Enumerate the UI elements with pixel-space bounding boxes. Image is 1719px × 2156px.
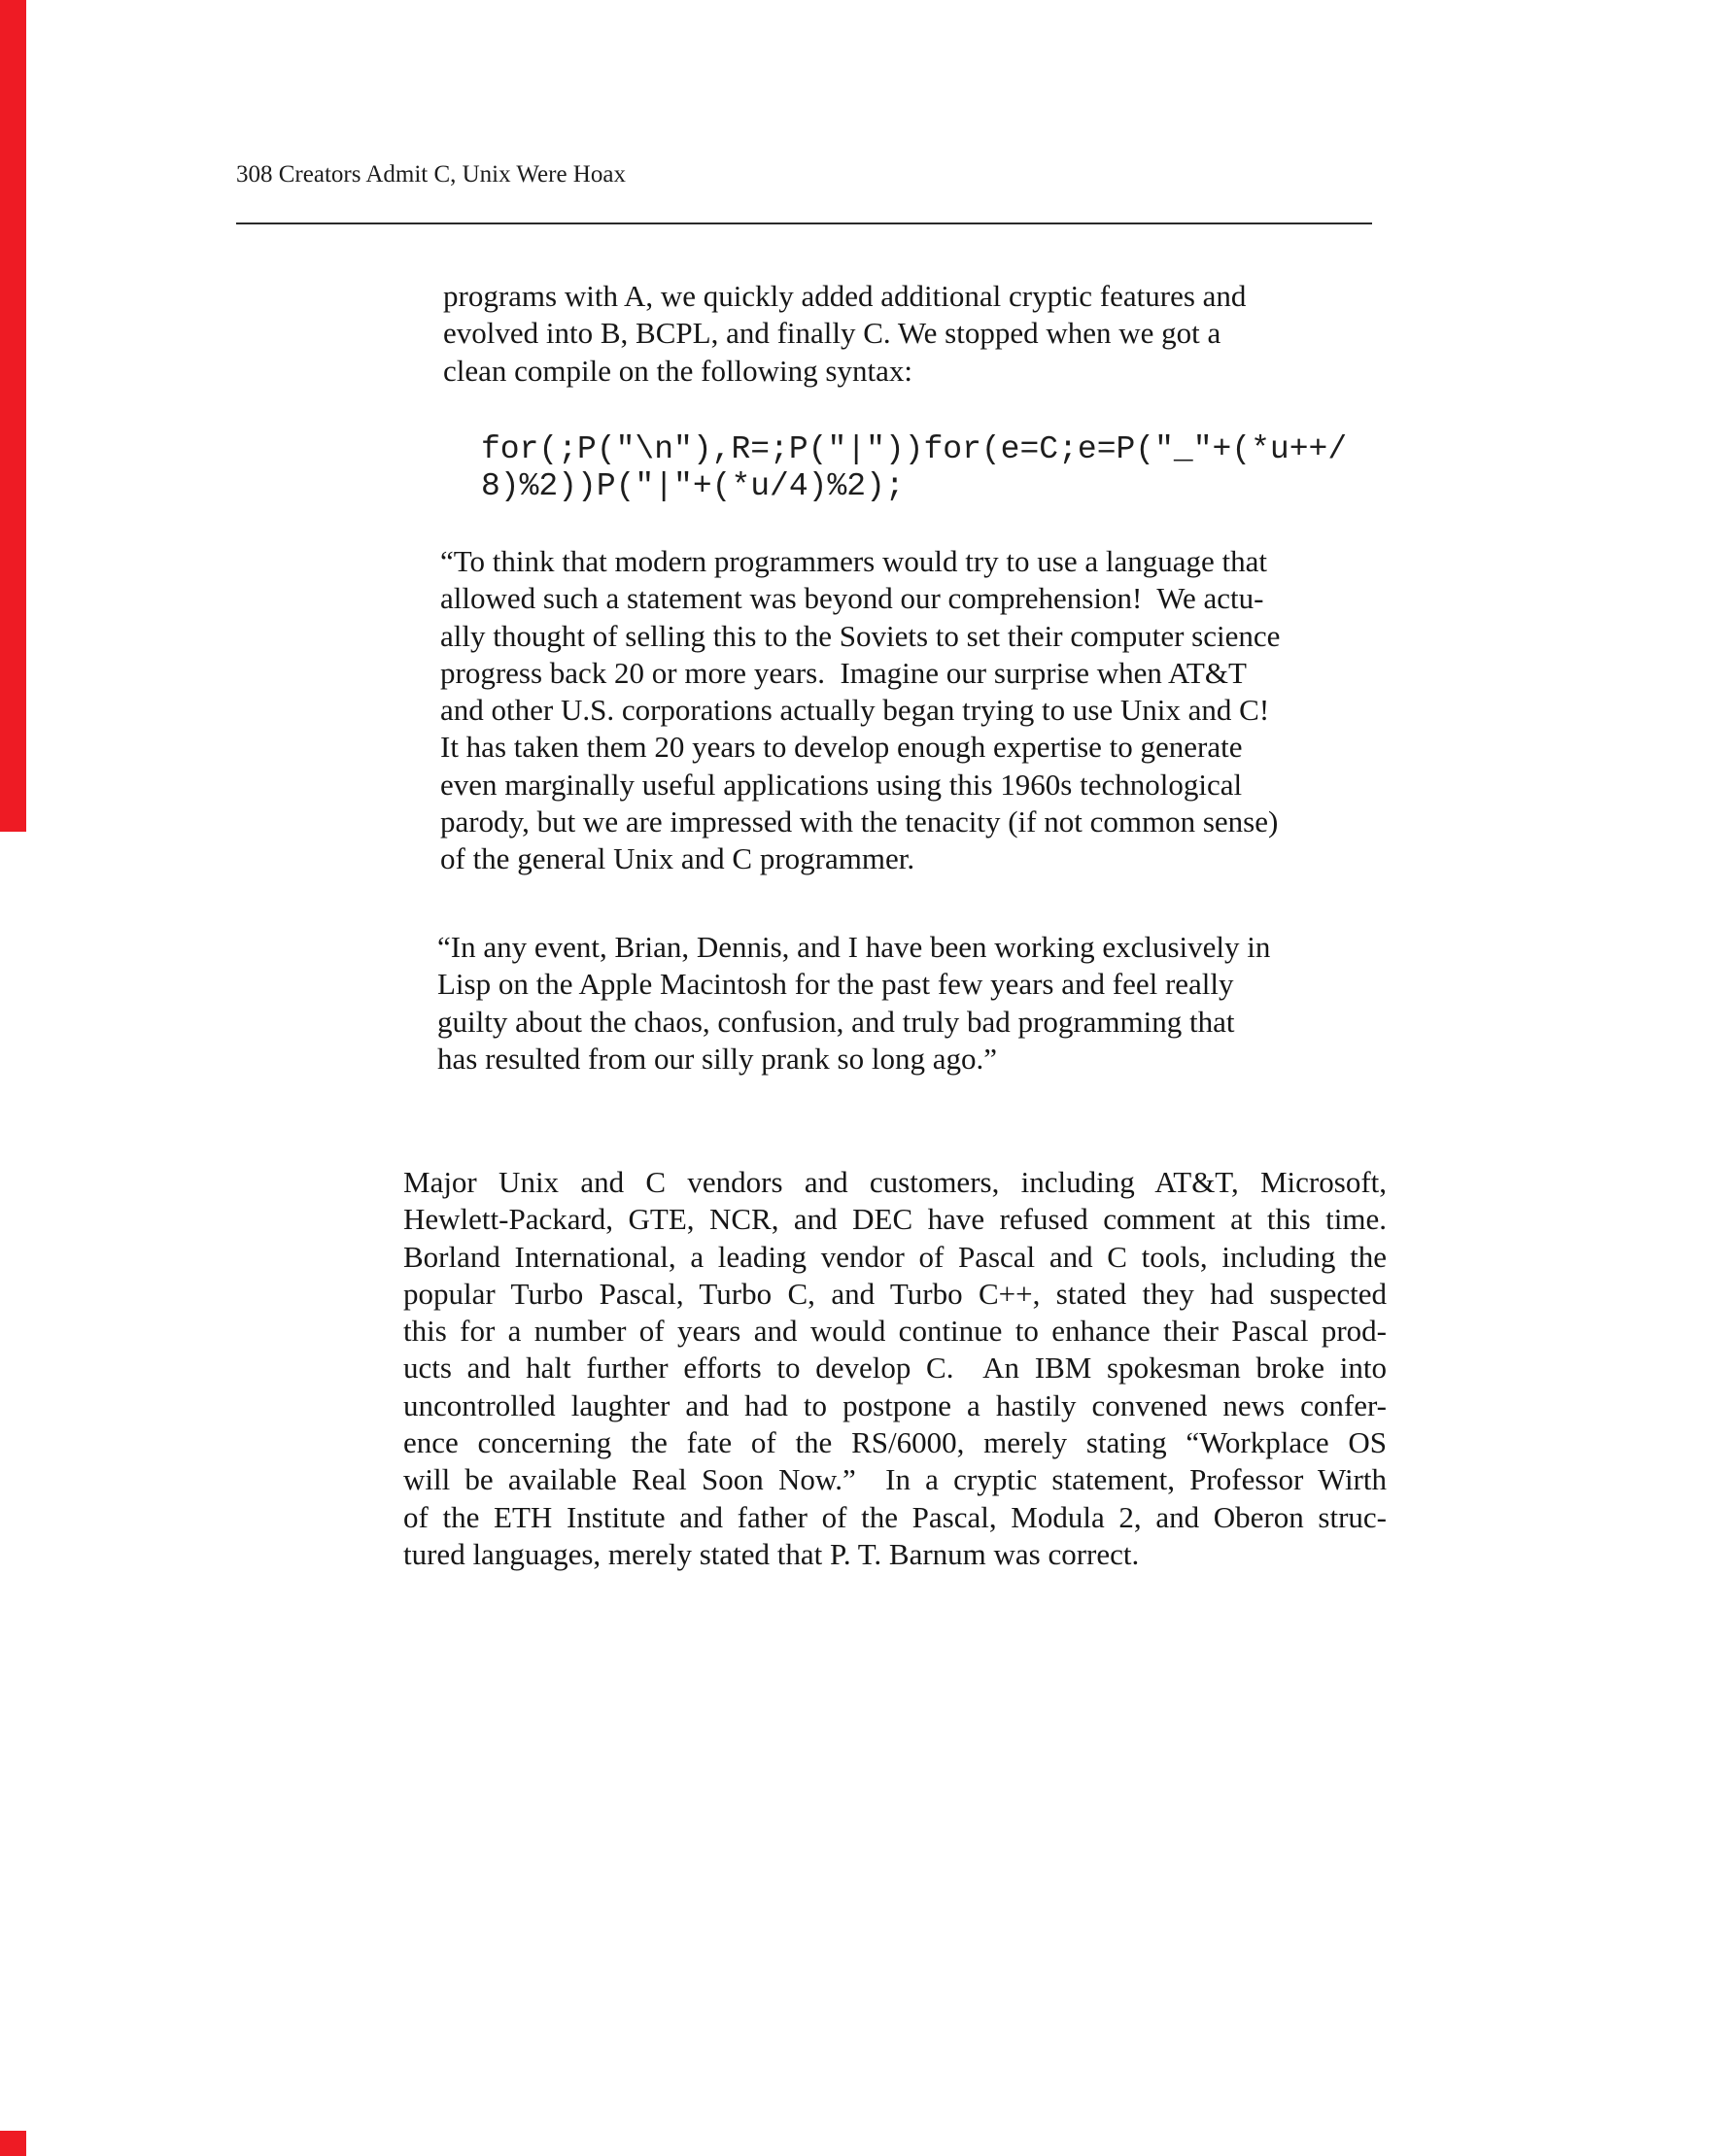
text-line: and other U.S. corporations actually began trying to use Unix and C! xyxy=(440,693,1270,728)
text-line: Major Unix and C vendors and customers, including AT&T, Microsoft, xyxy=(403,1165,1387,1199)
paragraph-main xyxy=(403,1164,1387,1573)
text-line: clean compile on the following syntax: xyxy=(443,353,912,388)
code-block xyxy=(481,431,1347,506)
text-line: this for a number of years and would continue to enhance their Pascal prod- xyxy=(403,1314,1387,1349)
running-header: 308 Creators Admit C, Unix Were Hoax xyxy=(236,161,626,188)
text-line: programs with A, we quickly added additional cryptic features and xyxy=(443,279,1247,313)
chapter-edge-tab-bottom xyxy=(0,2131,26,2156)
text-line: ence concerning the fate of the RS/6000, merely stating “Workplace OS xyxy=(403,1425,1387,1460)
text-line: evolved into B, BCPL, and finally C. We stopped when we got a xyxy=(443,316,1221,351)
text-line: Borland International, a leading vendor of Pascal and C tools, including the xyxy=(403,1239,1387,1274)
text-line: tured languages, merely stated that P. T. Barnum was correct. xyxy=(403,1536,1140,1571)
text-line: guilty about the chaos, confusion, and truly bad programming that xyxy=(437,1004,1235,1039)
text-line: allowed such a statement was beyond our comprehension! We actu- xyxy=(440,581,1264,616)
text-line: ally thought of selling this to the Soviets to set their computer science xyxy=(440,618,1281,653)
text-line: “In any event, Brian, Dennis, and I have been working exclusively in xyxy=(437,930,1271,964)
code-line: 8)%2))P("|"+(*u/4)%2); xyxy=(481,468,905,505)
text-line: Hewlett-Packard, GTE, NCR, and DEC have refused comment at this time. xyxy=(403,1202,1387,1237)
text-line: Lisp on the Apple Macintosh for the past few years and feel really xyxy=(437,967,1234,1002)
text-line: uncontrolled laughter and had to postpone a hastily convened news confer- xyxy=(403,1387,1387,1422)
code-line: for(;P("\n"),R=;P("|"))for(e=C;e=P("_"+(*u++/ xyxy=(481,431,1348,467)
chapter-edge-tab-top xyxy=(0,0,26,832)
text-line: will be available Real Soon Now.” In a cryptic statement, Professor Wirth xyxy=(403,1462,1387,1497)
paragraph-intro xyxy=(443,278,1246,390)
text-line: ucts and halt further efforts to develop C. An IBM spokesman broke into xyxy=(403,1351,1387,1386)
text-line: has resulted from our silly prank so long ago.” xyxy=(437,1041,997,1076)
paragraph-quote-1 xyxy=(440,543,1280,878)
paragraph-quote-2 xyxy=(437,929,1270,1078)
text-line: popular Turbo Pascal, Turbo C, and Turbo C++, stated they had suspected xyxy=(403,1276,1387,1311)
text-line: parody, but we are impressed with the tenacity (if not common sense) xyxy=(440,804,1279,839)
text-line: It has taken them 20 years to develop enough expertise to generate xyxy=(440,730,1243,765)
header-rule xyxy=(236,222,1372,224)
text-line: progress back 20 or more years. Imagine our surprise when AT&T xyxy=(440,655,1247,690)
text-line: even marginally useful applications using this 1960s technological xyxy=(440,767,1243,802)
text-line: of the general Unix and C programmer. xyxy=(440,841,915,876)
text-line: “To think that modern programmers would try to use a language that xyxy=(440,544,1267,578)
text-line: of the ETH Institute and father of the Pascal, Modula 2, and Oberon struc- xyxy=(403,1499,1387,1534)
